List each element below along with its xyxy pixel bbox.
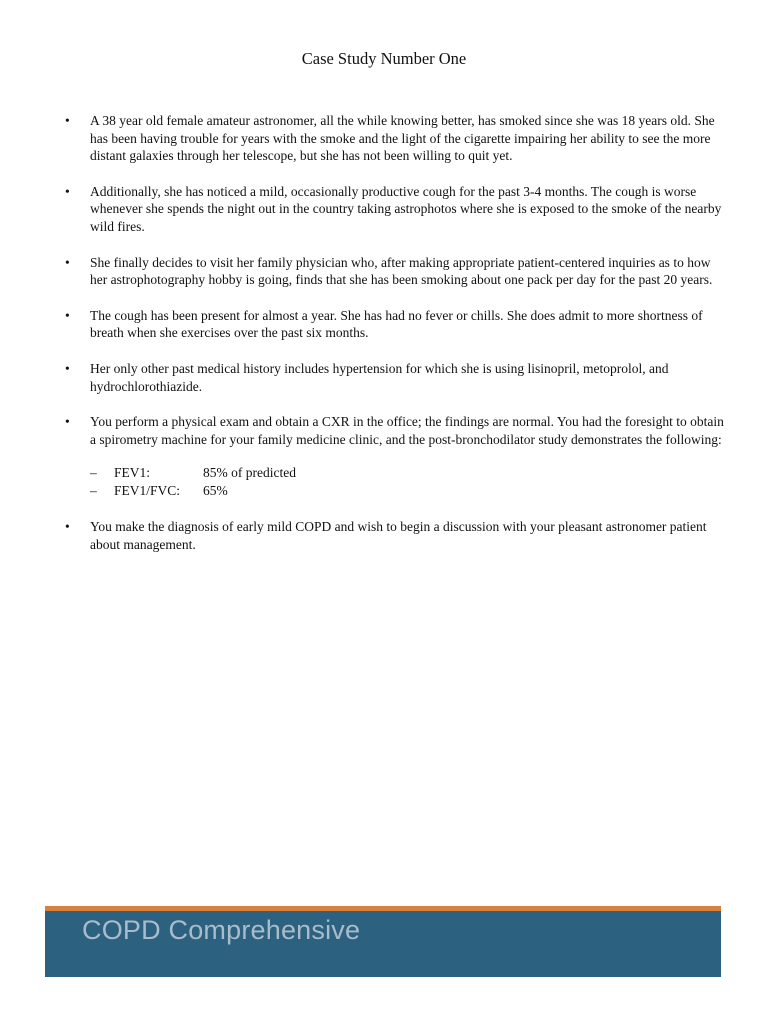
bullet-item: • A 38 year old female amateur astronomer, all the while knowing better, has smoked since she was 18 years old. She has been having trouble for years with the smoke and the light of the cigarette impairing her ability to see the more distant galaxies through her telescope, but she has not been willing to quit yet. [62,112,730,165]
spirometry-list [90,464,730,500]
bullet-item: • The cough has been present for almost a year. She has had no fever or chills. She does admit to more shortness of breath when she exercises over the past six months. [62,307,730,342]
bullet-item: • Her only other past medical history includes hypertension for which she is using lisinopril, metoprolol, and hydrochlorothiazide. [62,360,730,395]
footer-banner [45,911,721,977]
bullet-item: • You make the diagnosis of early mild COPD and wish to begin a discussion with your pleasant astronomer patient about management. [62,518,730,553]
spirometry-label: FEV1: [114,465,151,481]
spirometry-label: FEV1/FVC: [114,483,181,499]
case-bullet-list [62,112,730,572]
page-title: Case Study Number One [301,49,467,68]
spirometry-value: 65% [203,483,228,499]
bullet-item: • She finally decides to visit her family physician who, after making appropriate patient-centered inquiries as to how her astrophotography hobby is going, finds that she has been smoking about one pack per day for the past 20 years. [62,254,730,289]
spirometry-item [90,482,730,500]
footer-brand-text: COPD Comprehensive [82,915,361,945]
bullet-item: • Additionally, she has noticed a mild, occasionally productive cough for the past 3-4 months. The cough is worse whenever she spends the night out in the country taking astrophotos where she is exposed to the smoke of the nearby wild fires. [62,183,730,236]
spirometry-value: 85% of predicted [203,465,296,481]
spirometry-item [90,464,730,482]
bullet-item-spirometry [62,413,730,500]
bullet-text: You perform a physical exam and obtain a CXR in the office; the findings are normal. You had the foresight to obtain a spirometry machine for your family medicine clinic, and the post-bronchodilator study demonstrates the following: [90,414,724,447]
